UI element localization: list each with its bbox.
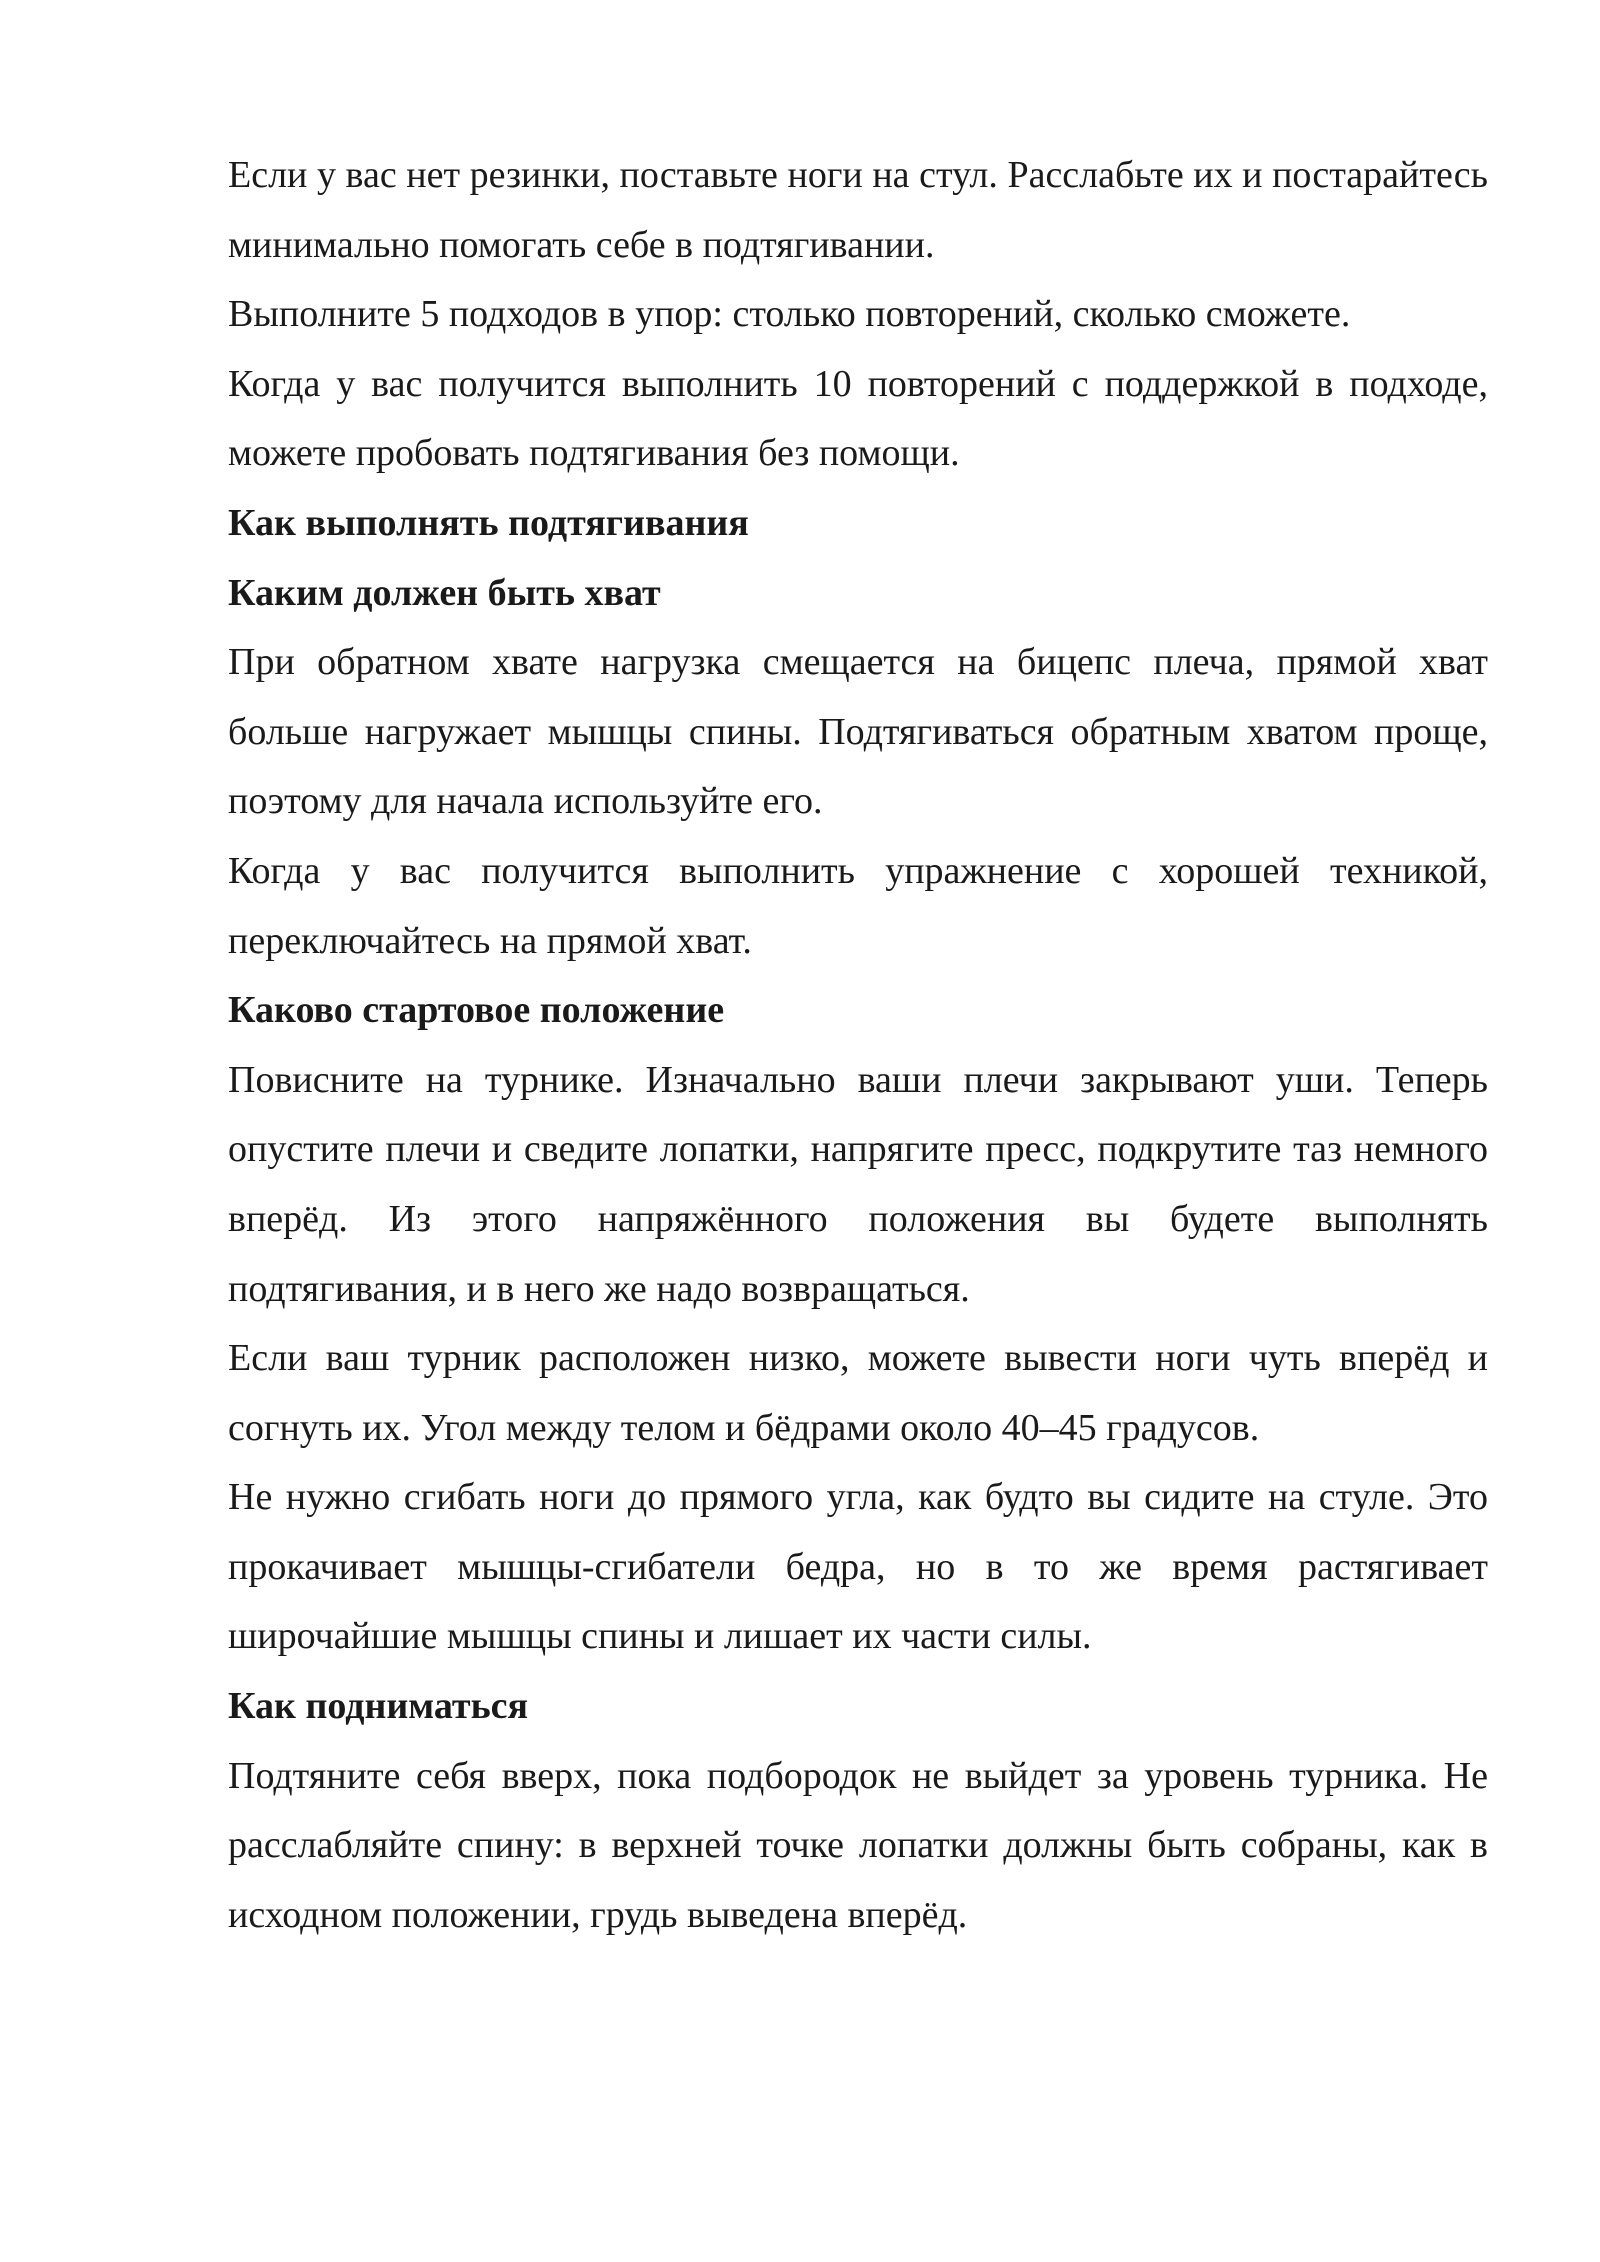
heading-how-to-pull-up: Как выполнять подтягивания bbox=[228, 501, 749, 544]
paragraph-grip-switch: Когда у вас получится выполнить упражнение с хорошей техникой, переключайтесь на прямой хват. bbox=[228, 849, 1488, 962]
heading-start-position: Каково стартовое положение bbox=[228, 989, 725, 1032]
paragraph-leg-angle: Не нужно сгибать ноги до прямого угла, как будто вы сидите на стуле. Это прокачивает мышцы-сгибатели бедра, но в то же время растягивает широчайшие мышцы спины и лишает их части силы. bbox=[228, 1476, 1488, 1658]
paragraph-hang: Повисните на турнике. Изначально ваши плечи закрывают уши. Теперь опустите плечи и сведите лопатки, напрягите пресс, подкрутите таз немного вперёд. Из этого напряжённого положения вы будете выполнять подтягивания, и в него же надо возвращаться. bbox=[228, 1058, 1488, 1310]
paragraph-low-bar: Если ваш турник расположен низко, можете вывести ноги чуть вперёд и согнуть их. Угол между телом и бёдрами около 40–45 градусов. bbox=[228, 1337, 1488, 1449]
paragraph-no-band: Если у вас нет резинки, поставьте ноги на стул. Расслабьте их и постарайтесь минимально помогать себе в подтягивании. bbox=[228, 154, 1488, 266]
paragraph-ascend: Подтяните себя вверх, пока подбородок не выйдет за уровень турника. Не расслабляйте спину: в верхней точке лопатки должны быть собраны, как в исходном положении, грудь выведена вперёд. bbox=[228, 1754, 1488, 1936]
paragraph-grip-types: При обратном хвате нагрузка смещается на бицепс плеча, прямой хват больше нагружает мышцы спины. Подтягиваться обратным хватом проще, поэтому для начала используйте его. bbox=[228, 641, 1488, 823]
paragraph-sets: Выполните 5 подходов в упор: столько повторений, сколько сможете. bbox=[228, 293, 1351, 336]
document-page bbox=[228, 141, 1488, 1950]
heading-grip: Каким должен быть хват bbox=[228, 571, 661, 614]
paragraph-progress: Когда у вас получится выполнить 10 повторений с поддержкой в подходе, можете пробовать подтягивания без помощи. bbox=[228, 362, 1488, 475]
heading-ascend: Как подниматься bbox=[228, 1685, 529, 1728]
